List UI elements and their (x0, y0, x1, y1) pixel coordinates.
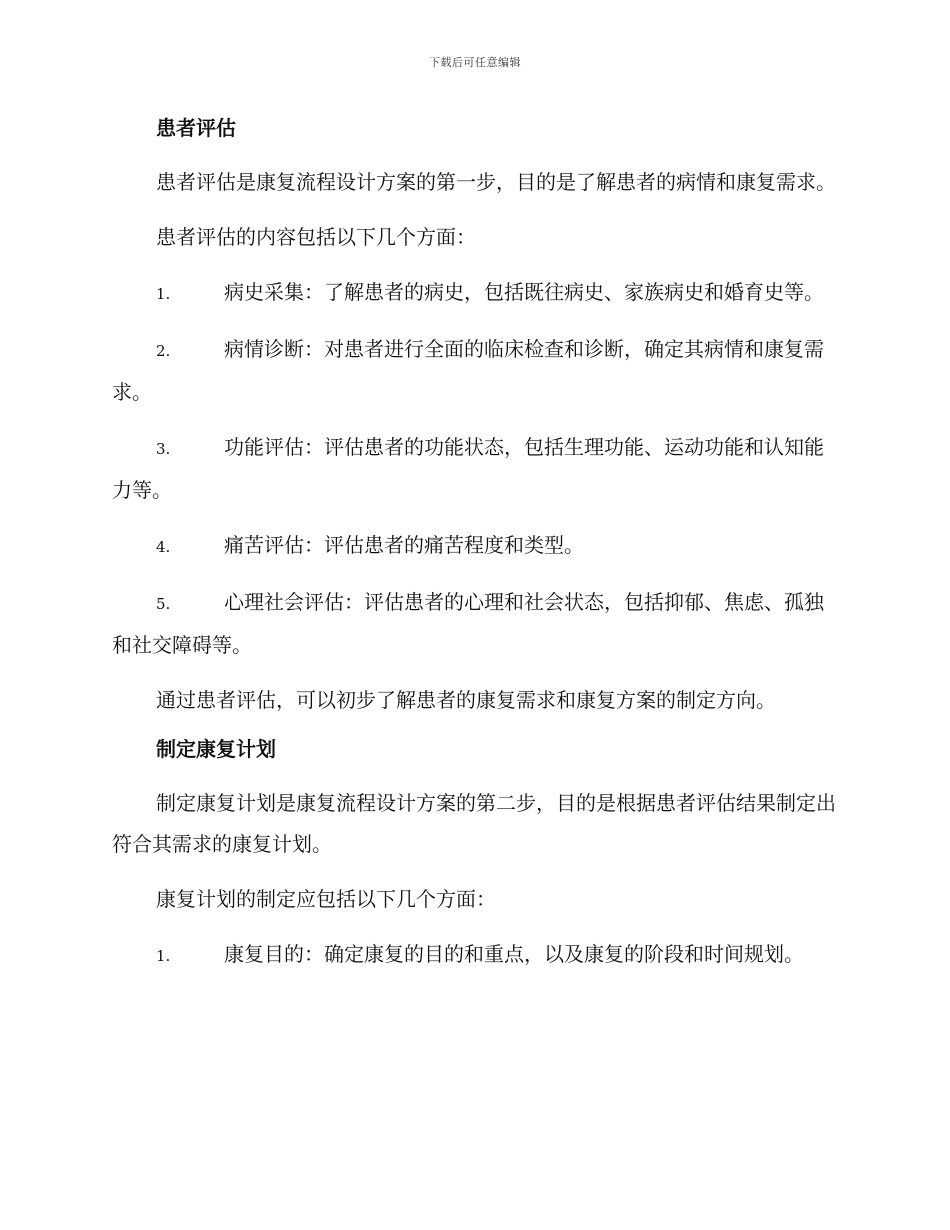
paragraph-assessment-intro: 患者评估是康复流程设计方案的第一步，目的是了解患者的病情和康复需求。 (156, 170, 836, 194)
list-item-text: 康复目的：确定康复的目的和重点，以及康复的阶段和时间规划。 (224, 942, 804, 966)
list-item-number: 3. (156, 440, 171, 458)
paragraph-assessment-conclusion: 通过患者评估，可以初步了解患者的康复需求和康复方案的制定方向。 (156, 688, 776, 712)
list-item (112, 525, 837, 568)
list-item-number: 4. (156, 538, 171, 556)
list-item-text: 病情诊断：对患者进行全面的临床检查和诊断，确定其病情和康复需求。 (112, 337, 824, 404)
list-item (112, 272, 837, 315)
section-heading-patient-assessment: 患者评估 (156, 116, 236, 140)
list-item-number: 1. (156, 285, 171, 303)
list-item (112, 582, 837, 666)
list-item-text: 心理社会评估：评估患者的心理和社会状态，包括抑郁、焦虑、孤独和社交障碍等。 (112, 590, 824, 657)
list-item-number: 2. (156, 342, 171, 360)
paragraph-plan-list-lead: 康复计划的制定应包括以下几个方面： (156, 887, 496, 911)
list-item-text: 病史采集：了解患者的病史，包括既往病史、家族病史和婚育史等。 (224, 280, 824, 304)
list-item (112, 329, 837, 413)
list-item-number: 1. (156, 947, 171, 965)
list-item-text: 痛苦评估：评估患者的痛苦程度和类型。 (224, 533, 584, 557)
document-body (112, 112, 837, 977)
paragraph-plan-intro: 制定康复计划是康复流程设计方案的第二步，目的是根据患者评估结果制定出符合其需求的康复计划。 (112, 791, 836, 856)
list-item-text: 功能评估：评估患者的功能状态，包括生理功能、运动功能和认知能力等。 (112, 435, 824, 502)
list-item (112, 427, 837, 511)
list-item-number: 5. (156, 595, 171, 613)
list-item (112, 934, 837, 977)
paragraph-assessment-list-lead: 患者评估的内容包括以下几个方面： (156, 225, 476, 249)
section-heading-rehab-plan: 制定康复计划 (156, 737, 276, 761)
page-header-note: 下载后可任意编辑 (429, 56, 521, 69)
